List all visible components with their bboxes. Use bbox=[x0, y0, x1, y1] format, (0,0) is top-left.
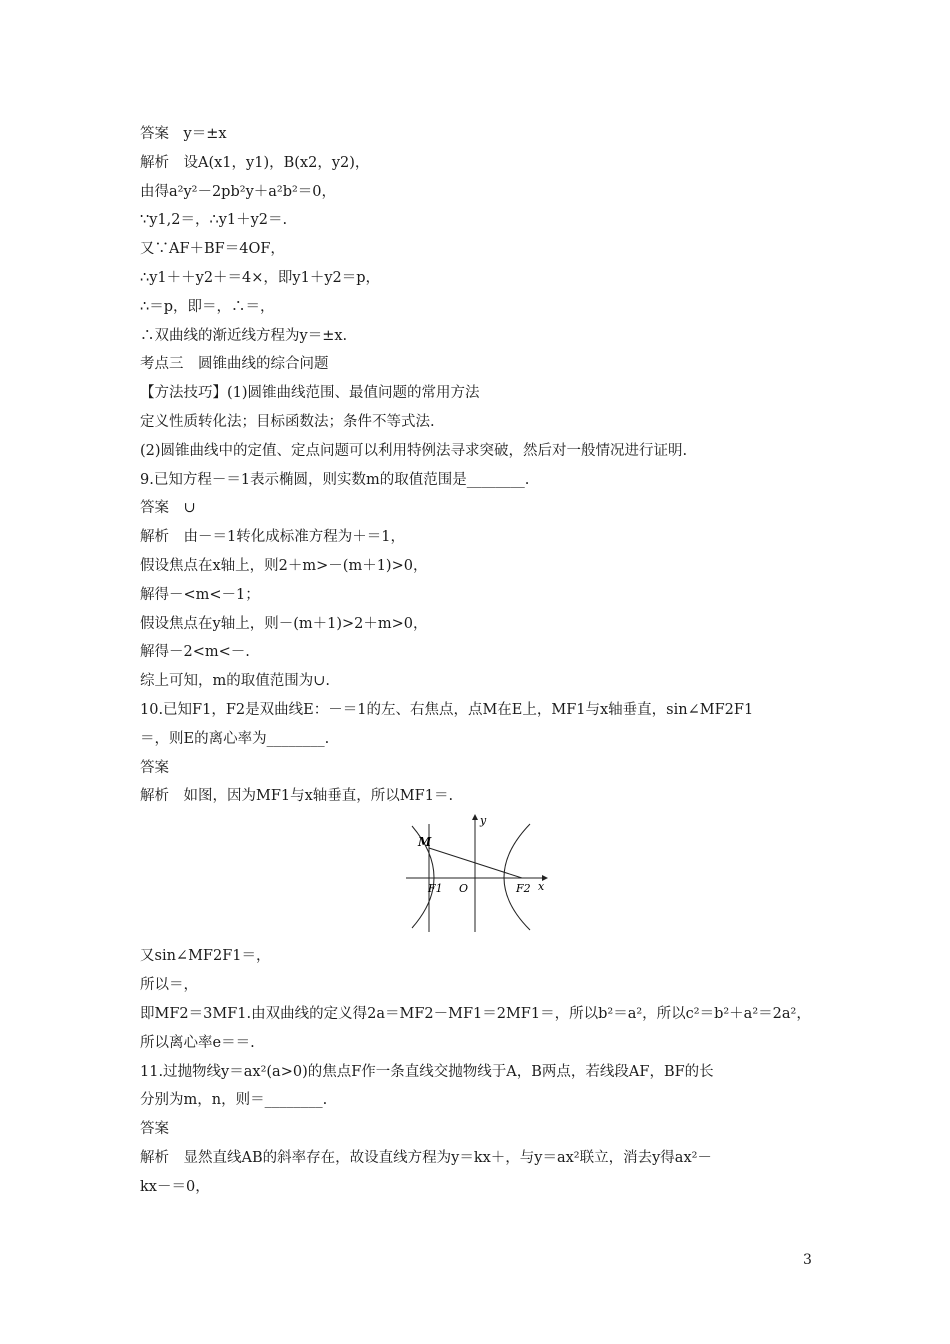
text-line: 解析 显然直线AB的斜率存在，故设直线方程为y＝kx＋，与y＝ax²联立，消去y得ax²－ bbox=[140, 1150, 712, 1166]
text-line: 所以＝， bbox=[140, 977, 198, 993]
text-line: 又sin∠MF2F1＝， bbox=[140, 948, 271, 964]
hyperbola-diagram bbox=[404, 812, 550, 934]
text-line: 分别为m，n，则＝________. bbox=[140, 1092, 328, 1108]
text-line: 由得a²y²－2pb²y＋a²b²＝0， bbox=[140, 184, 337, 200]
label-f1: F1 bbox=[428, 882, 443, 895]
text-line: 假设焦点在y轴上，则－(m＋1)>2＋m>0， bbox=[140, 616, 428, 632]
text-line: 定义性质转化法；目标函数法；条件不等式法. bbox=[140, 414, 435, 430]
page-number: 3 bbox=[803, 1252, 812, 1268]
text-line: 解析 如图，因为MF1与x轴垂直，所以MF1＝. bbox=[140, 788, 454, 804]
text-line: 解得－<m<－1； bbox=[140, 587, 260, 603]
text-line: 解得－2<m<－. bbox=[140, 644, 250, 660]
hyperbola-figure bbox=[404, 812, 550, 934]
text-line: 解析 设A(x1，y1)，B(x2，y2)， bbox=[140, 155, 370, 171]
label-origin: O bbox=[459, 882, 469, 895]
section-heading: 考点三 圆锥曲线的综合问题 bbox=[140, 356, 329, 372]
text-line: 即MF2＝3MF1.由双曲线的定义得2a＝MF2－MF1＝2MF1＝，所以b²＝a²，所以c²＝b²＋a²＝2a²， bbox=[140, 1006, 811, 1022]
text-line: 所以离心率e＝＝. bbox=[140, 1035, 255, 1051]
text-line: 综上可知，m的取值范围为∪. bbox=[140, 673, 331, 689]
answer-label: 答案 ∪ bbox=[140, 500, 196, 516]
text-line: ∵y1,2＝，∴y1＋y2＝. bbox=[140, 212, 288, 228]
label-f2: F2 bbox=[516, 882, 531, 895]
question-10: 10.已知F1，F2是双曲线E：－＝1的左、右焦点，点M在E上，MF1与x轴垂直，sin∠MF2F1 bbox=[140, 702, 754, 718]
label-x-axis: x bbox=[538, 880, 545, 893]
text-line: ∴＝p，即＝，∴＝， bbox=[140, 299, 275, 315]
text-line: ＝，则E的离心率为________. bbox=[140, 731, 330, 747]
label-m: M bbox=[418, 835, 432, 849]
question-11: 11.过抛物线y＝ax²(a>0)的焦点F作一条直线交抛物线于A，B两点，若线段AF，BF的长 bbox=[140, 1064, 714, 1080]
answer-label: 答案 bbox=[140, 1121, 169, 1137]
text-line: ∴双曲线的渐近线方程为y＝±x. bbox=[140, 328, 348, 344]
label-y-axis: y bbox=[480, 814, 487, 827]
text-line: kx－＝0， bbox=[140, 1179, 210, 1195]
text-line: 又∵AF＋BF＝4OF， bbox=[140, 241, 285, 257]
text-line: 假设焦点在x轴上，则2＋m>－(m＋1)>0， bbox=[140, 558, 428, 574]
text-line: ∴y1＋＋y2＋＝4×，即y1＋y2＝p， bbox=[140, 270, 381, 286]
question-9: 9.已知方程－＝1表示椭圆，则实数m的取值范围是________. bbox=[140, 472, 530, 488]
method-tip: 【方法技巧】(1)圆锥曲线范围、最值问题的常用方法 bbox=[140, 385, 480, 401]
answer-label: 答案 bbox=[140, 760, 169, 776]
text-line: 答案 y＝±x bbox=[140, 126, 227, 142]
text-line: 解析 由－＝1转化成标准方程为＋＝1， bbox=[140, 529, 405, 545]
text-line: (2)圆锥曲线中的定值、定点问题可以利用特例法寻求突破，然后对一般情况进行证明. bbox=[140, 443, 688, 459]
